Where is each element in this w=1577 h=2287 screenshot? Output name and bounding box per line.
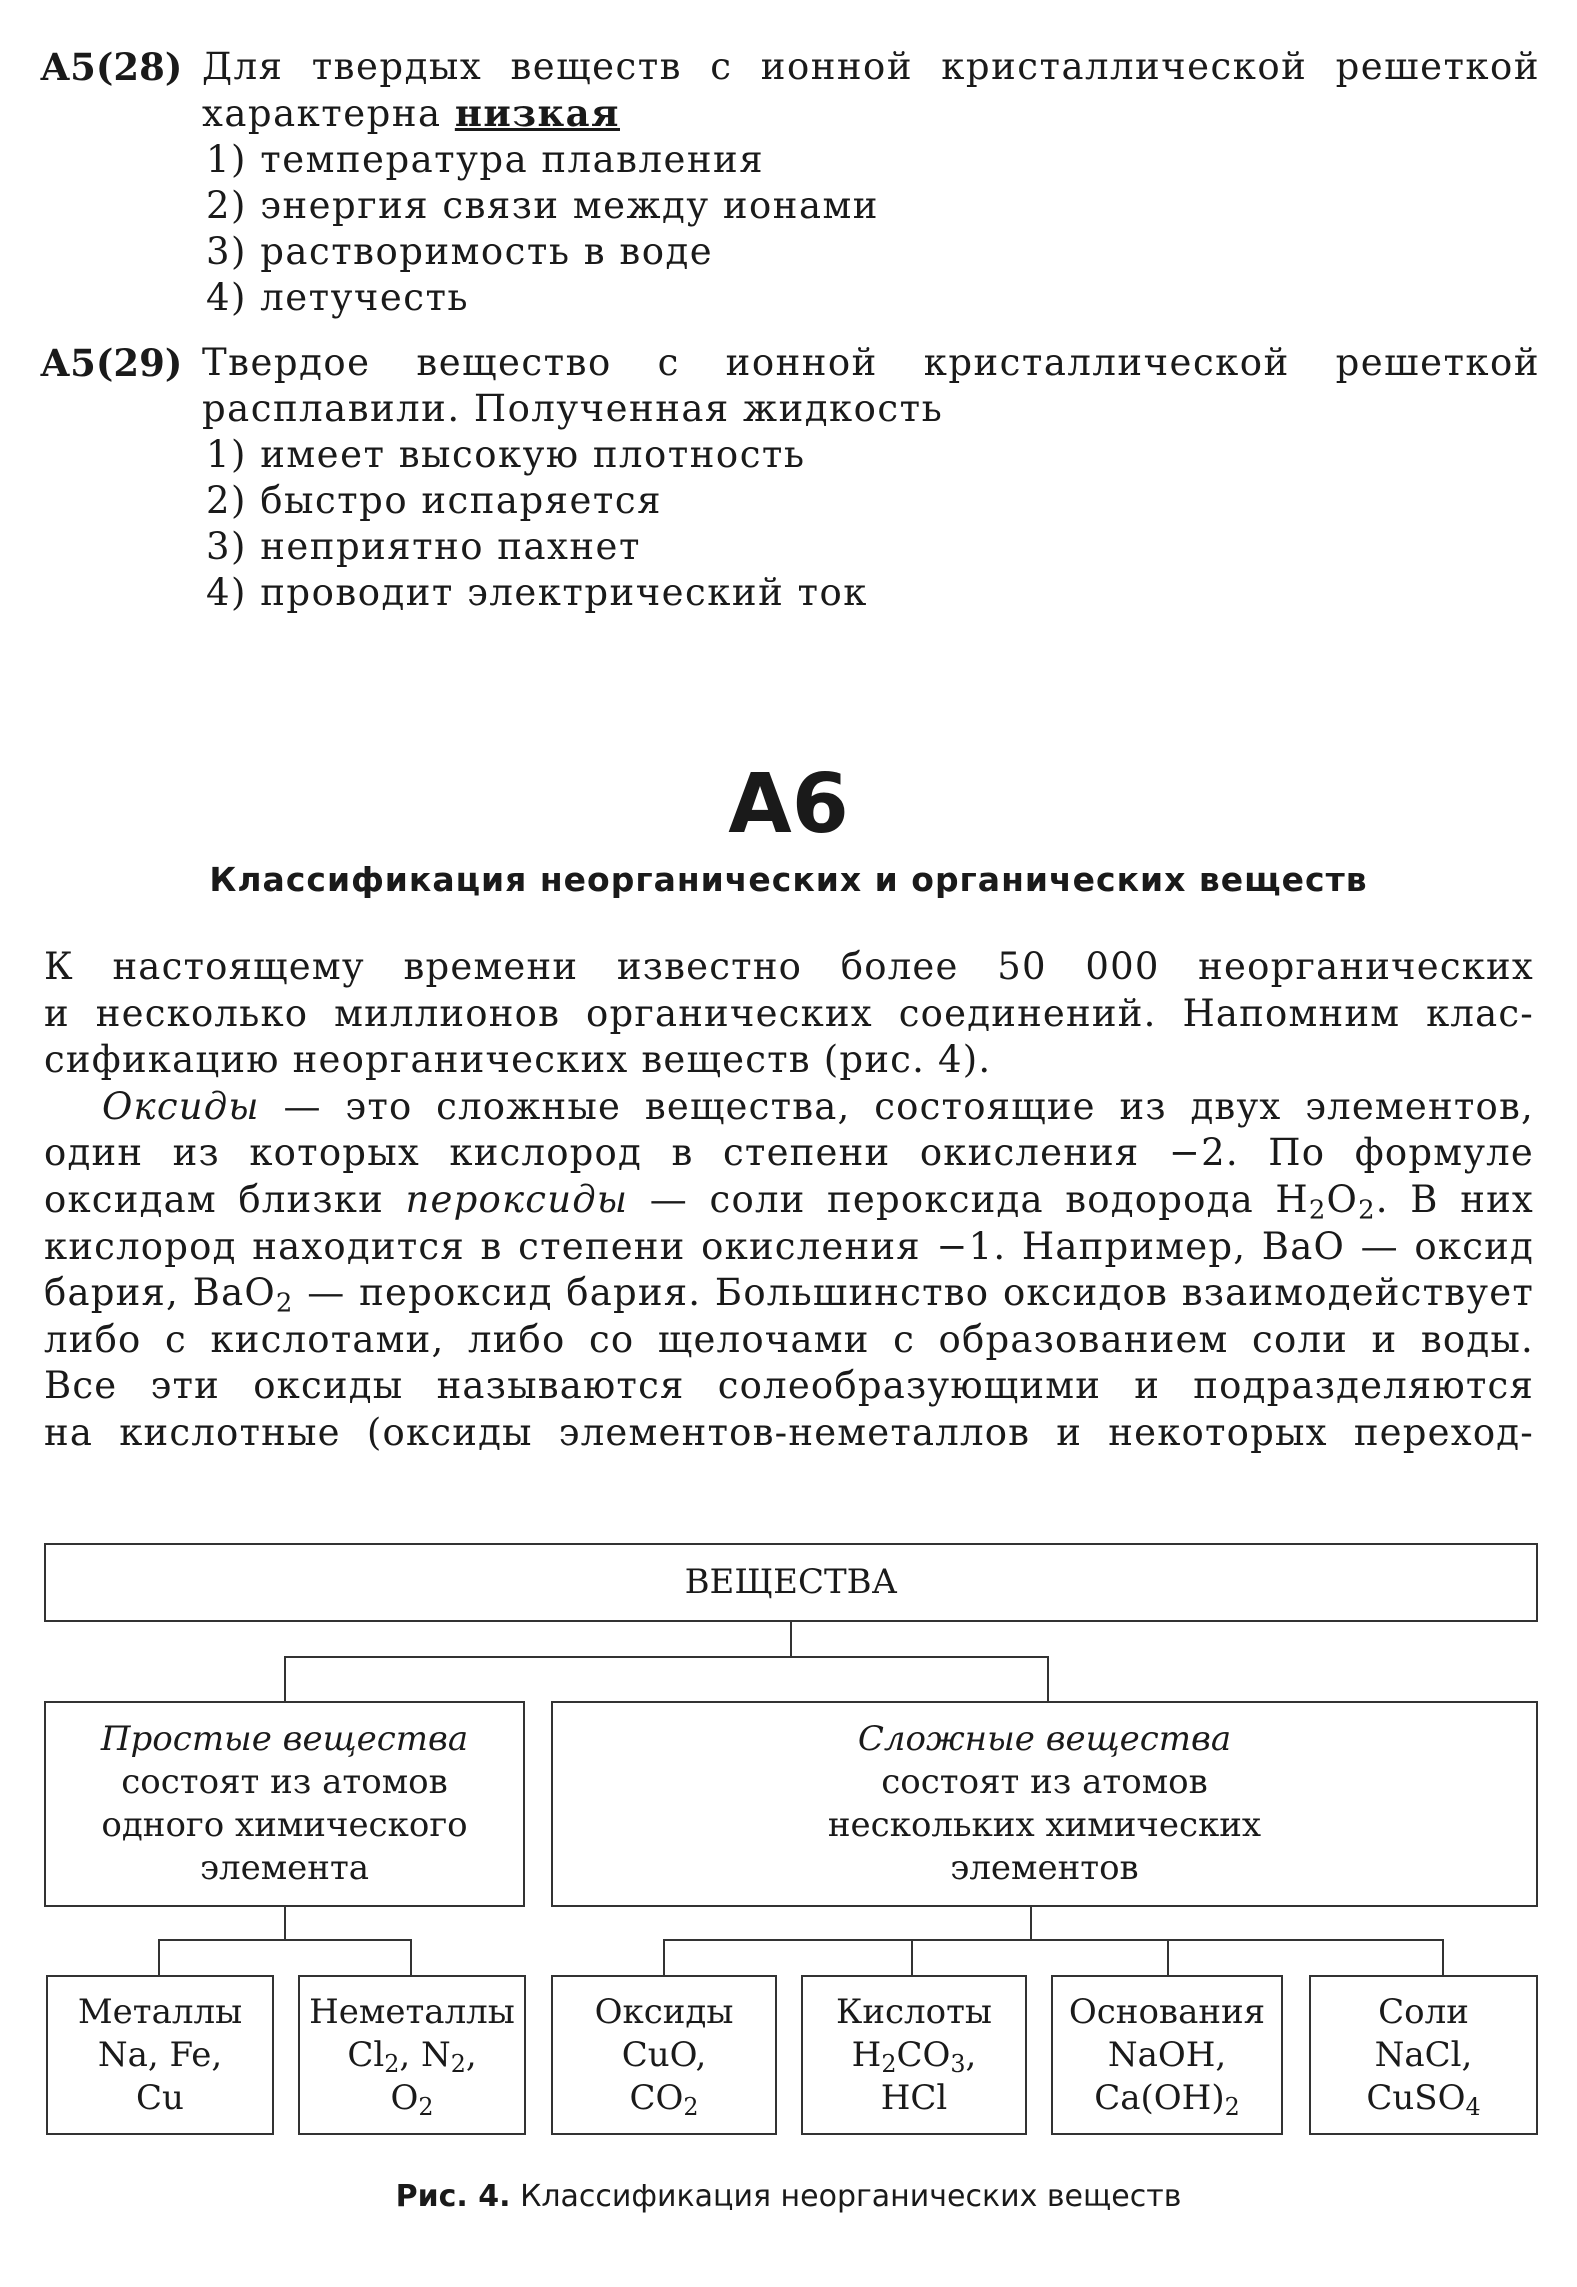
node-simple-substances — [44, 1701, 525, 1907]
node-formula: $Ca(OH)_2$ — [1094, 2077, 1240, 2121]
term-peroxides: пероксиды — [405, 1177, 629, 1221]
question-a5-29 — [40, 340, 1540, 616]
connector-line — [1442, 1939, 1444, 1976]
node-substances — [44, 1543, 1538, 1622]
node-formula: $H_2CO_3$, — [851, 2034, 977, 2078]
connector-line — [284, 1906, 286, 1940]
node-title: Кислоты — [836, 1991, 992, 2032]
figure-caption: Рис. 4. Классификация неорганических веществ — [395, 2179, 1182, 2214]
node-text: состоят из атомов — [121, 1762, 448, 1802]
text-line: бария, BaO$_2$ — пероксид бария. Большинство оксидов взаимодействует — [44, 1271, 1535, 1319]
node-title: Неметаллы — [309, 1991, 515, 2032]
node-title: Металлы — [77, 1991, 243, 2032]
answer-option: 3) неприятно пахнет — [206, 525, 641, 568]
text-line: на кислотные (оксиды элементов-неметаллов и некоторых переход- — [44, 1410, 1534, 1454]
node-text: нескольких химических — [827, 1805, 1262, 1845]
node-oxides — [551, 1975, 777, 2135]
question-text: Для твердых веществ с ионной кристаллической решеткой характерна низкая — [202, 45, 1540, 135]
answer-option: 4) летучесть — [206, 276, 470, 319]
node-complex-substances — [551, 1701, 1538, 1907]
body-paragraph — [44, 944, 1534, 1457]
question-number: А5(29) — [40, 341, 183, 385]
question-a5-28 — [40, 44, 1540, 321]
text-line: сификацию неорганических веществ (рис. 4). — [44, 1038, 992, 1082]
answer-option: 1) имеет высокую плотность — [206, 433, 806, 476]
question-text: Твердое вещество с ионной кристаллической решеткой расплавили. Полученная жидкость — [202, 341, 1540, 430]
node-formula: CuO, — [621, 2034, 707, 2075]
text-line: либо с кислотами, либо со щелочами с образованием соли и воды. — [44, 1317, 1534, 1361]
question-number: А5(28) — [40, 45, 183, 89]
answer-option: 1) температура плавления — [206, 138, 765, 181]
text-line: и несколько миллионов органических соединений. Напомним клас- — [44, 991, 1534, 1035]
node-formula: NaOH, — [1107, 2034, 1227, 2075]
connector-line — [1047, 1656, 1049, 1702]
node-formula: $CO_2$ — [629, 2077, 699, 2121]
node-title: Сложные вещества — [857, 1719, 1232, 1759]
node-nonmetals — [298, 1975, 526, 2135]
text-line: Все эти оксиды называются солеобразующими и подразделяются — [44, 1364, 1534, 1408]
node-formula: HCl — [880, 2077, 948, 2118]
term-oxides: Оксиды — [102, 1084, 260, 1128]
node-salts — [1309, 1975, 1538, 2135]
connector-line — [284, 1656, 286, 1702]
connector-line — [284, 1656, 1049, 1658]
node-formula: $O_2$ — [390, 2077, 434, 2121]
connector-line — [663, 1939, 1444, 1941]
node-text: элемента — [199, 1848, 370, 1888]
connector-line — [663, 1939, 665, 1976]
connector-line — [158, 1939, 412, 1941]
section-subtitle: Классификация неорганических и органических веществ — [209, 860, 1368, 899]
connector-line — [911, 1939, 913, 1976]
figure-label: Рис. 4. — [395, 2179, 511, 2214]
node-formula: Cu — [136, 2077, 184, 2118]
connector-line — [410, 1939, 412, 1976]
section-title: А6 — [728, 757, 849, 852]
answer-option: 2) быстро испаряется — [206, 479, 662, 522]
node-title: Основания — [1068, 1991, 1266, 2032]
node-formula: CuSO$_4$ — [1366, 2077, 1481, 2121]
node-formula: Na, Fe, — [97, 2034, 223, 2075]
node-metals — [46, 1975, 274, 2135]
node-text: элементов — [950, 1848, 1139, 1888]
node-title: Оксиды — [594, 1991, 734, 2032]
answer-option: 3) растворимость в воде — [206, 230, 714, 273]
emphasized-word: низкая — [454, 91, 620, 135]
text-line: К настоящему времени известно более 50 000 неорганических — [44, 945, 1534, 988]
node-acids — [801, 1975, 1027, 2135]
node-formula: NaCl, — [1374, 2034, 1473, 2075]
node-text: одного химического — [101, 1805, 468, 1845]
connector-line — [790, 1621, 792, 1657]
answer-option: 4) проводит электрический ток — [206, 571, 868, 614]
node-formula: $Cl_2$, $N_2$, — [347, 2034, 477, 2078]
node-label: ВЕЩЕСТВА — [684, 1562, 898, 1602]
node-title: Соли — [1378, 1991, 1469, 2032]
node-bases — [1051, 1975, 1283, 2135]
text-line: Оксиды — это сложные вещества, состоящие из двух элементов, — [102, 1084, 1534, 1128]
connector-line — [1167, 1939, 1169, 1976]
answer-option: 2) энергия связи между ионами — [206, 184, 879, 227]
text-line: кислород находится в степени окисления −1. Например, BaO — оксид — [44, 1224, 1534, 1268]
node-text: состоят из атомов — [881, 1762, 1208, 1802]
connector-line — [158, 1939, 160, 1976]
connector-line — [1030, 1906, 1032, 1940]
text-line: один из которых кислород в степени окисления −2. По формуле — [44, 1131, 1534, 1175]
node-title: Простые вещества — [100, 1719, 469, 1759]
text-line: оксидам близки пероксиды — соли пероксида водорода $H_2O_2$. В них — [44, 1177, 1534, 1226]
